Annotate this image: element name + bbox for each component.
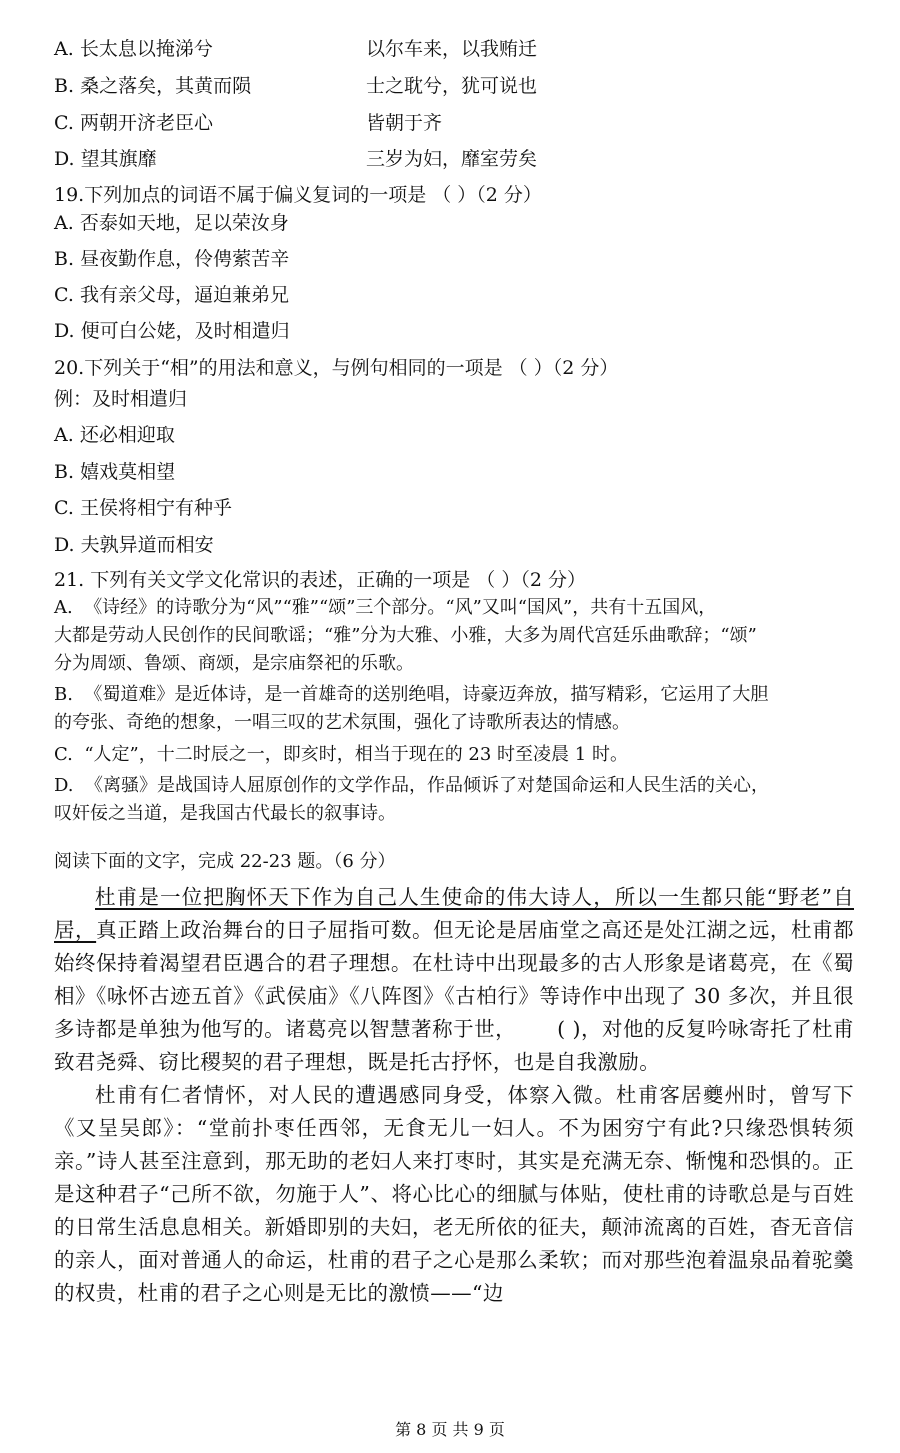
q19-option-b: B. 昼夜勤作息，伶俜萦苦辛 bbox=[54, 248, 290, 270]
q20-option-d: D. 夫孰异道而相安 bbox=[54, 534, 214, 556]
q20-option-b: B. 嬉戏莫相望 bbox=[54, 461, 176, 483]
q20-option-c: C. 王侯将相宁有种乎 bbox=[54, 497, 232, 519]
q20-stem: 20.下列关于“相”的用法和意义，与例句相同的一项是 （ ）（2 分） bbox=[54, 357, 619, 379]
q21-option-b: B. 《蜀道难》是近体诗，是一首雄奇的送别绝唱，诗豪迈奔放，描写精彩，它运用了大胆 的夸张、奇绝的想象，一唱三叹的艺术氛围，强化了诗歌所表达的情感。 bbox=[54, 684, 769, 733]
q18-option-d: D. 望其旗靡 三岁为妇，靡室劳矣 bbox=[54, 148, 538, 170]
q21-option-c: C. “人定”，十二时辰之一，即亥时，相当于现在的 23 时至凌晨 1 时。 bbox=[54, 744, 628, 765]
reading-intro: 阅读下面的文字，完成 22-23 题。（6 分） bbox=[54, 851, 396, 872]
q19-stem: 19.下列加点的词语不属于偏义复词的一项是 （ ）（2 分） bbox=[54, 184, 542, 206]
q19-option-c: C. 我有亲父母，逼迫兼弟兄 bbox=[54, 284, 289, 306]
q21-stem: 21. 下列有关文学文化常识的表述，正确的一项是 （ ）（2 分） bbox=[54, 569, 586, 591]
passage-paragraph-1: 杜甫是一位把胸怀天下作为自己人生使命的伟大诗人，所以一生都只能“野老”自居，真正踏上政治舞台的日子屈指可数。但无论是居庙堂之高还是处江湖之远，杜甫都始终保持着渴望君臣遇合的君子理想。在杜诗中出现最多的古人形象是诸葛亮，在《蜀相》《咏怀古迹五首》《武侯庙》《八阵图》《古柏行》等诗作中出现了 30 多次，并且很多诗都是单独为他写的。诸葛亮以智慧著称于世， ( )，对他的反复吟咏寄托了杜甫致君尧舜、窃比稷契的君子理想，既是托古抒怀，也是自我激励。 bbox=[54, 885, 854, 1074]
q21-option-a: A. 《诗经》的诗歌分为“风”“雅”“颂”三个部分。“风”又叫“国风”，共有十五国风， 大都是劳动人民创作的民间歌谣；“雅”分为大雅、小雅，大多为周代宫廷乐曲歌辞；“颂” 分为周颂、鲁颂、商颂，是宗庙祭祀的乐歌。 bbox=[54, 597, 757, 674]
q18-option-c: C. 两朝开济老臣心 皆朝于齐 bbox=[54, 112, 443, 134]
underlined-sentence: 杜甫是一位把胸怀天下作为自己人生使命的伟大诗人，所以一生都只能“野老”自居， bbox=[54, 885, 854, 942]
q20-option-a: A. 还必相迎取 bbox=[54, 424, 175, 446]
q19-option-d: D. 便可白公姥，及时相遣归 bbox=[54, 320, 290, 342]
answer-blank: ( ) bbox=[557, 1017, 581, 1041]
q18-option-a: A. 长太息以掩涕兮 以尔车来，以我贿迁 bbox=[54, 38, 538, 60]
page-number: 第 8 页 共 9 页 bbox=[395, 1420, 505, 1439]
passage-paragraph-2: 杜甫有仁者情怀，对人民的遭遇感同身受，体察入微。杜甫客居夔州时，曾写下《又呈吴郎》：“堂前扑枣任西邻，无食无儿一妇人。不为困穷宁有此?只缘恐惧转须亲。”诗人甚至注意到，那无助的老妇人来打枣时，其实是充满无奈、惭愧和恐惧的。正是这种君子“己所不欲，勿施于人”、将心比心的细腻与体贴，使杜甫的诗歌总是与百姓的日常生活息息相关。新婚即别的夫妇，老无所依的征夫，颠沛流离的百姓，杳无音信的亲人，面对普通人的命运，杜甫的君子之心是那么柔软；而对那些泡着温泉品着驼羹的权贵，杜甫的君子之心则是无比的激愤——“边 bbox=[54, 1083, 854, 1305]
reading-passage bbox=[54, 881, 854, 1310]
q18-option-b: B. 桑之落矣，其黄而陨 士之耽兮，犹可说也 bbox=[54, 75, 538, 97]
q21-option-d: D. 《离骚》是战国诗人屈原创作的文学作品，作品倾诉了对楚国命运和人民生活的关心， 叹奸佞之当道，是我国古代最长的叙事诗。 bbox=[54, 775, 769, 824]
q20-example: 例：及时相遣归 bbox=[54, 388, 188, 410]
q19-option-a: A. 否泰如天地，足以荣汝身 bbox=[54, 212, 289, 234]
